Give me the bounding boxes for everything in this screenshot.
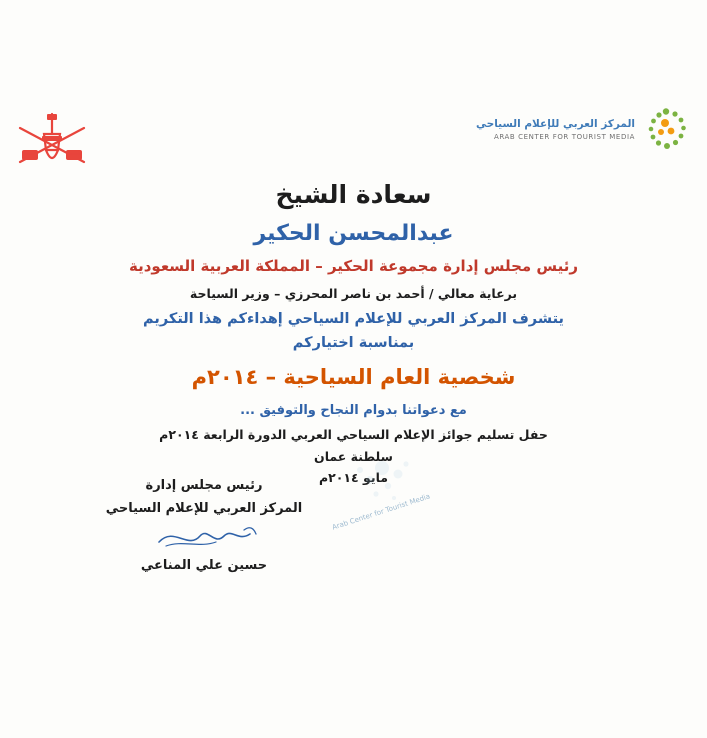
recipient-title: رئيس مجلس إدارة مجموعة الحكير – المملكة العربية السعودية: [128, 257, 579, 275]
certificate-body: [0, 180, 707, 485]
signatory-name: حسين علي المناعي: [140, 558, 268, 573]
organization-logo: [476, 108, 689, 152]
event-name: حفل تسليم جوائز الإعلام السياحي العربي الدورة الرابعة ٢٠١٤م: [159, 426, 548, 442]
handwritten-signature: [104, 520, 304, 556]
event-date: مايو ٢٠١٤م: [318, 469, 389, 485]
signature-block: [104, 478, 304, 573]
salutation: سعادة الشيخ: [275, 180, 432, 209]
logo-arabic-name: المركز العربي للإعلام السياحي: [476, 118, 635, 131]
body-line-1: يتشرف المركز العربي للإعلام السياحي إهداءكم هذا التكريم: [143, 311, 564, 327]
logo-text: [476, 118, 635, 142]
wish-line: مع دعواتنا بدوام النجاح والتوفيق ...: [240, 402, 467, 418]
watermark-text: Arab Center for Tourist Media: [331, 492, 432, 532]
signatory-organization: المركز العربي للإعلام السياحي: [105, 501, 303, 516]
logo-english-name: ARAB CENTER FOR TOURIST MEDIA: [493, 133, 635, 142]
signatory-role: رئيس مجلس إدارة: [145, 478, 263, 493]
arab-center-tourist-media-logo-icon: [643, 108, 689, 152]
recipient-name: عبدالمحسن الحكير: [253, 221, 454, 246]
body-line-2: بمناسبة اختياركم: [292, 334, 415, 351]
patronage-line: برعاية معالي / أحمد بن ناصر المحرزي – وزير السياحة: [189, 286, 518, 301]
award-title: شخصية العام السياحية – ٢٠١٤م: [191, 364, 516, 389]
event-place: سلطنة عمان: [314, 448, 393, 464]
oman-national-emblem-icon: [14, 110, 94, 180]
